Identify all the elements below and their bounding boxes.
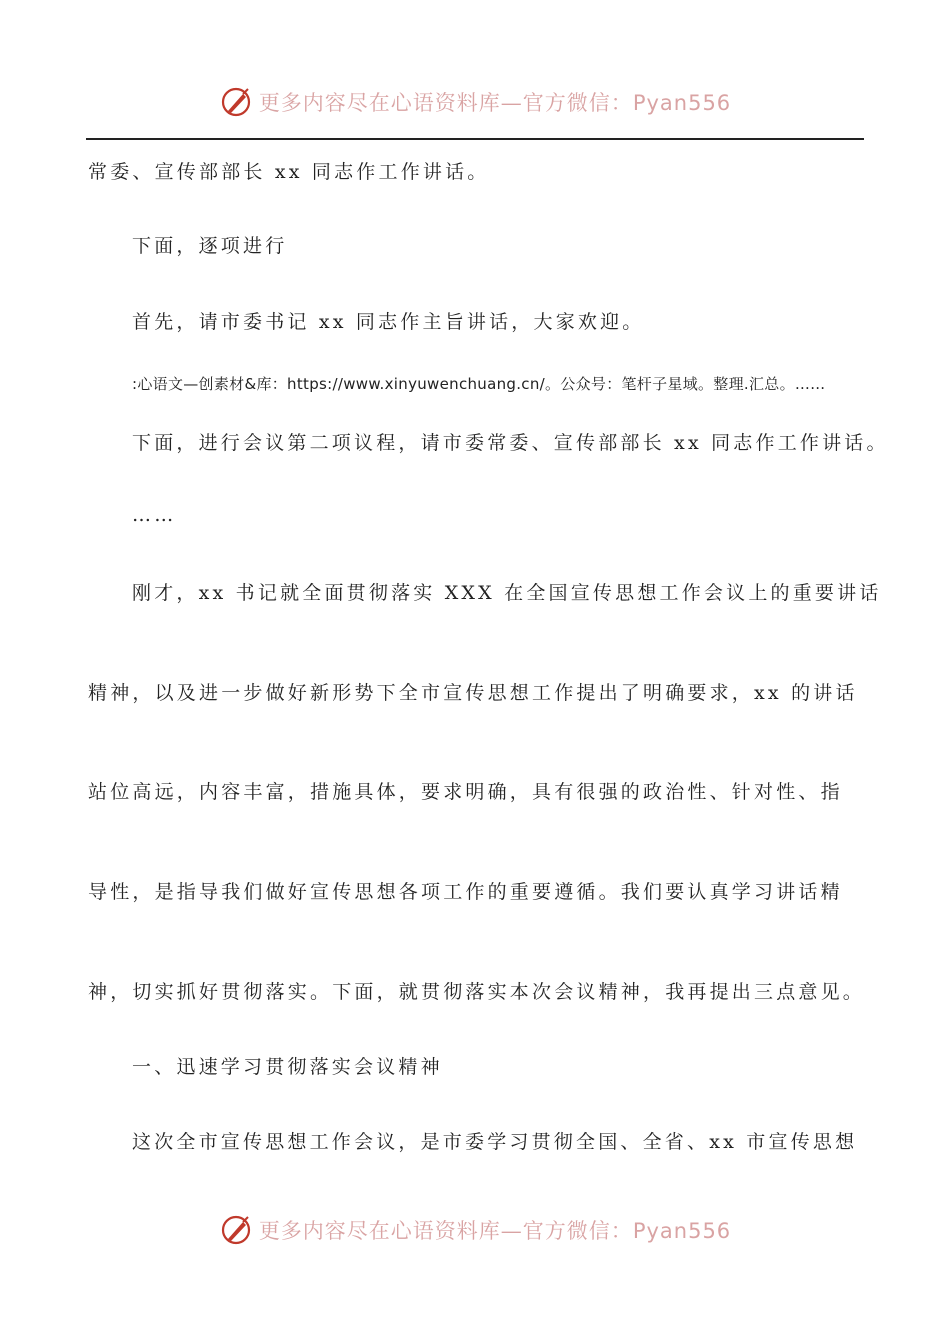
paragraph-line-1: 刚才，xx 书记就全面贯彻落实 XXX 在全国宣传思想工作会议上的重要讲话 bbox=[132, 582, 882, 604]
wechat-id: Pyan556 bbox=[632, 1219, 732, 1243]
paragraph-line-3: 站位高远，内容丰富，措施具体，要求明确，具有很强的政治性、针对性、指 bbox=[88, 781, 843, 803]
paragraph-line-2: 精神，以及进一步做好新形势下全市宣传思想工作提出了明确要求，xx 的讲话 bbox=[88, 682, 858, 704]
text-line-3: 首先，请市委书记 xx 同志作主旨讲话，大家欢迎。 bbox=[132, 311, 645, 333]
banner-text: 更多内容尽在心语资料库—官方微信：Pyan556 bbox=[258, 1219, 732, 1243]
section-heading: 一、迅速学习贯彻落实会议精神 bbox=[132, 1056, 443, 1078]
banner-text: 更多内容尽在心语资料库—官方微信：Pyan556 bbox=[258, 91, 732, 115]
header-banner bbox=[0, 82, 950, 122]
pen-logo-icon bbox=[219, 1213, 253, 1247]
paragraph-line-4: 导性，是指导我们做好宣传思想各项工作的重要遵循。我们要认真学习讲话精 bbox=[88, 881, 843, 903]
pen-logo-icon bbox=[219, 85, 253, 119]
ellipsis-line: …… bbox=[132, 504, 177, 526]
text-line-2: 下面，逐项进行 bbox=[132, 235, 288, 257]
footer-banner bbox=[0, 1210, 950, 1250]
watermark-line: :心语文—创素材&库：https://www.xinyuwenchuang.cn/。公众号：笔杆子星域。整理.汇总。…… bbox=[132, 375, 826, 393]
text-line-1: 常委、宣传部部长 xx 同志作工作讲话。 bbox=[88, 161, 490, 183]
wechat-id: Pyan556 bbox=[632, 91, 732, 115]
text-line-4: 下面，进行会议第二项议程，请市委常委、宣传部部长 xx 同志作工作讲话。 bbox=[132, 432, 889, 454]
header-divider bbox=[86, 138, 864, 140]
paragraph-line-6: 这次全市宣传思想工作会议，是市委学习贯彻全国、全省、xx 市宣传思想 bbox=[132, 1131, 858, 1153]
paragraph-line-5: 神，切实抓好贯彻落实。下面，就贯彻落实本次会议精神，我再提出三点意见。 bbox=[88, 981, 866, 1003]
